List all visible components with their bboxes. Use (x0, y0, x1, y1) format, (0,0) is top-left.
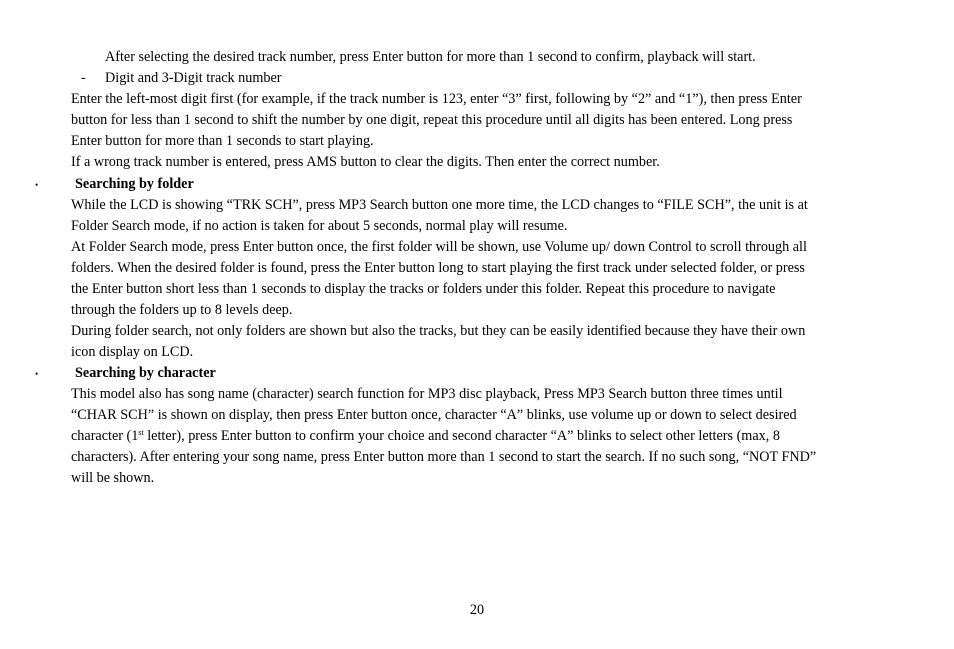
bullet-icon: • (35, 369, 39, 379)
list-item-text: Digit and 3-Digit track number (105, 70, 282, 86)
list-dash: - (81, 70, 86, 86)
text-line: Folder Search mode, if no action is taken for about 5 seconds, normal play will resume. (71, 218, 568, 234)
text-line: characters). After entering your song name, press Enter button more than 1 second to start the search. If no such song, “NOT FND” (71, 449, 817, 465)
section-heading-folder: Searching by folder (75, 176, 194, 192)
text-line: During folder search, not only folders are shown but also the tracks, but they can be easily identified because they have their own (71, 323, 806, 339)
text-line: Enter the left-most digit first (for example, if the track number is 123, enter “3” first, following by “2” and “1”), then press Enter (71, 91, 802, 107)
text-line: through the folders up to 8 levels deep. (71, 302, 293, 318)
text-line: While the LCD is showing “TRK SCH”, press MP3 Search button one more time, the LCD changes to “FILE SCH”, the unit is at (71, 197, 808, 213)
text-line: At Folder Search mode, press Enter button once, the first folder will be shown, use Volume up/ down Control to scroll through all (71, 239, 807, 255)
text-line: This model also has song name (character) search function for MP3 disc playback, Press MP3 Search button three times until (71, 386, 783, 402)
bullet-icon: • (35, 180, 39, 190)
text-line: the Enter button short less than 1 seconds to display the tracks or folders under this folder. Repeat this procedure to navigate (71, 281, 776, 297)
page-number: 20 (469, 602, 485, 618)
text-fragment: character (1 (71, 428, 139, 444)
text-line: If a wrong track number is entered, press AMS button to clear the digits. Then enter the correct number. (71, 154, 660, 170)
text-line: icon display on LCD. (71, 344, 194, 360)
superscript: st (138, 428, 144, 437)
section-heading-character: Searching by character (75, 365, 216, 381)
text-line: will be shown. (71, 470, 155, 486)
text-line: “CHAR SCH” is shown on display, then press Enter button once, character “A” blinks, use volume up or down to select desired (71, 407, 797, 423)
text-line (71, 426, 780, 447)
text-line: folders. When the desired folder is found, press the Enter button long to start playing the first track under selected folder, or press (71, 260, 805, 276)
text-line: Enter button for more than 1 seconds to start playing. (71, 133, 374, 149)
text-fragment: letter), press Enter button to confirm your choice and second character “A” blinks to select other letters (max, 8 (143, 428, 780, 444)
text-line: button for less than 1 second to shift the number by one digit, repeat this procedure until all digits has been entered. Long press (71, 112, 793, 128)
text-line: After selecting the desired track number, press Enter button for more than 1 second to confirm, playback will start. (105, 49, 756, 65)
